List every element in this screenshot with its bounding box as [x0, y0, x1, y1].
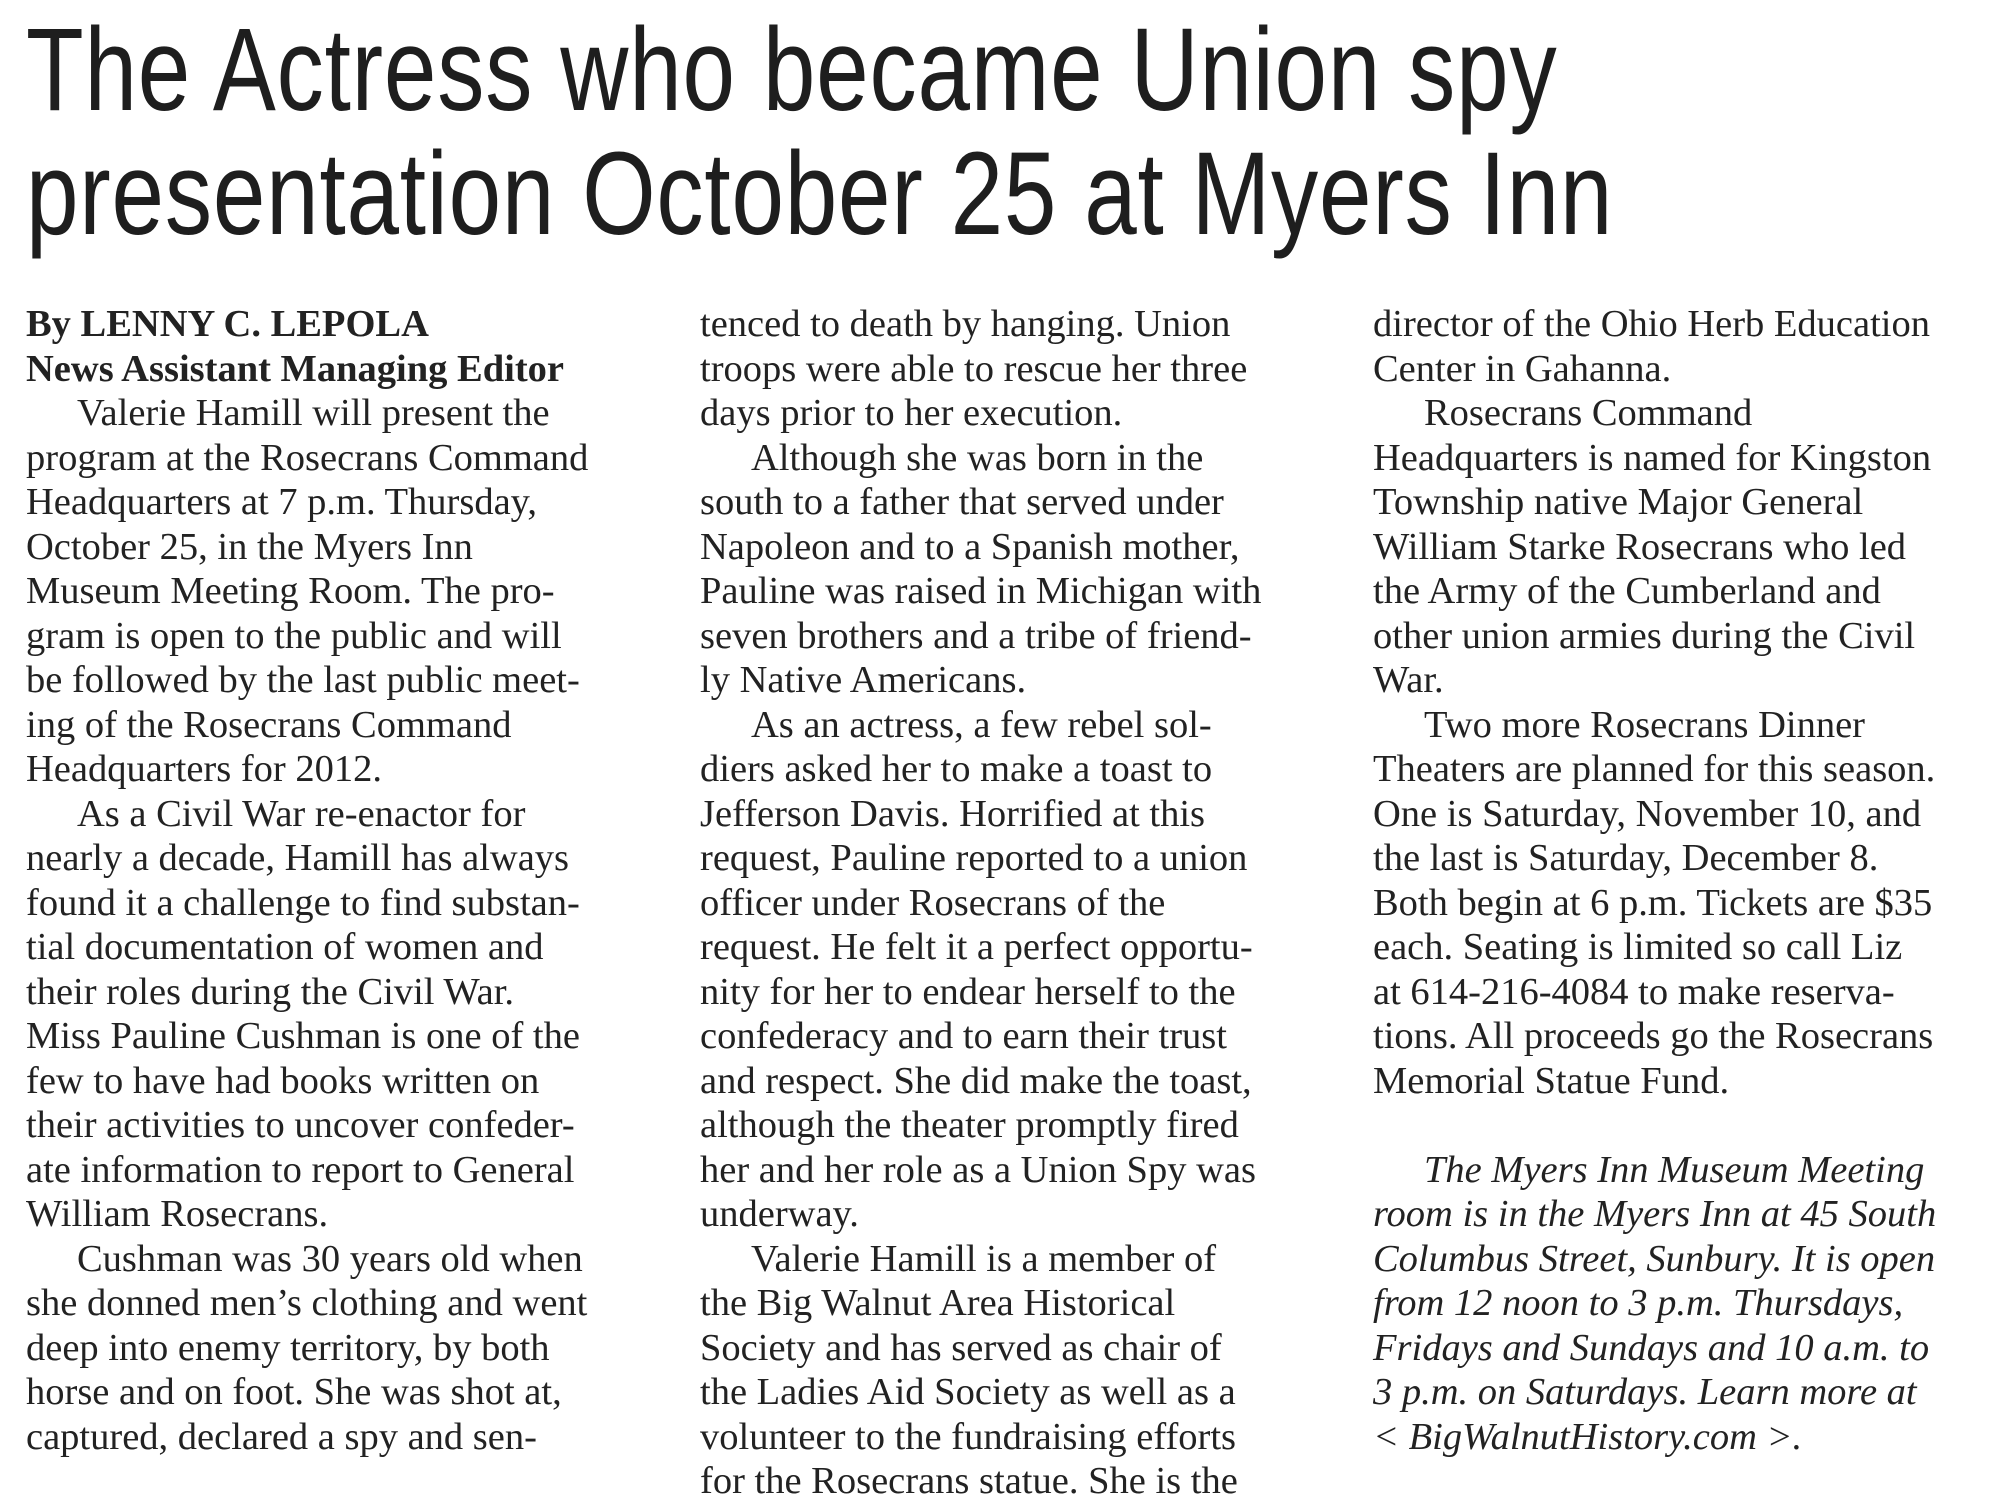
body-line: Headquarters is named for Kingston — [1373, 436, 1932, 479]
body-line: captured, declared a spy and sen- — [26, 1415, 537, 1458]
headline-line: The Actress who became Union spy — [26, 4, 1558, 136]
body-line: each. Seating is limited so call Liz — [1373, 926, 1903, 968]
note-line: < BigWalnutHistory.com >. — [1373, 1415, 1803, 1458]
body-line: ate information to report to General — [26, 1148, 575, 1191]
note-line: from 12 noon to 3 p.m. Thursdays, — [1373, 1282, 1904, 1324]
body-line: As an actress, a few rebel sol- — [751, 703, 1212, 746]
body-line: director of the Ohio Herb Education — [1373, 303, 1930, 345]
note-line: 3 p.m. on Saturdays. Learn more at — [1373, 1371, 1917, 1413]
body-line: nearly a decade, Hamill has always — [26, 837, 570, 879]
article-column-2 — [700, 302, 1330, 1504]
body-line: request, Pauline reported to a union — [700, 837, 1248, 879]
body-line: Napoleon and to a Spanish mother, — [700, 525, 1240, 568]
body-line: program at the Rosecrans Command — [26, 436, 589, 479]
body-line: Township native Major General — [1373, 481, 1864, 523]
body-line: Theaters are planned for this season. — [1373, 748, 1936, 790]
headline — [26, 4, 1614, 260]
body-line: Jefferson Davis. Horrified at this — [700, 792, 1206, 835]
body-line: William Starke Rosecrans who led — [1373, 525, 1907, 568]
body-line: horse and on foot. She was shot at, — [26, 1371, 562, 1413]
headline-line: presentation October 25 at Myers Inn — [26, 128, 1614, 260]
body-line: underway. — [700, 1193, 859, 1235]
body-line: Center in Gahanna. — [1373, 347, 1672, 390]
body-line: their activities to uncover confeder- — [26, 1104, 575, 1146]
body-line: few to have had books written on — [26, 1059, 540, 1102]
body-line: Headquarters at 7 p.m. Thursday, — [26, 481, 538, 523]
body-line: days prior to her execution. — [700, 392, 1123, 434]
body-line: her and her role as a Union Spy was — [700, 1148, 1256, 1191]
body-line: Valerie Hamill will present the — [77, 392, 550, 434]
body-line: the Army of the Cumberland and — [1373, 570, 1881, 612]
body-line: Rosecrans Command — [1424, 392, 1753, 434]
body-line: be followed by the last public meet- — [26, 659, 580, 701]
note-line: Columbus Street, Sunbury. It is open — [1373, 1237, 1936, 1280]
body-line: seven brothers and a tribe of friend- — [700, 614, 1252, 657]
body-line: nity for her to endear herself to the — [700, 970, 1236, 1013]
body-line: Pauline was raised in Michigan with — [700, 570, 1262, 612]
body-line: other union armies during the Civil — [1373, 614, 1916, 657]
body-line: tenced to death by hanging. Union — [700, 303, 1231, 345]
body-line: at 614-216-4084 to make reserva- — [1373, 970, 1895, 1013]
byline-title: News Assistant Managing Editor — [26, 347, 564, 390]
body-line: Valerie Hamill is a member of — [751, 1237, 1217, 1280]
body-line: ing of the Rosecrans Command — [26, 703, 512, 746]
body-line: deep into enemy territory, by both — [26, 1326, 550, 1369]
body-line: request. He felt it a perfect opportu- — [700, 926, 1253, 968]
body-line: Miss Pauline Cushman is one of the — [26, 1015, 580, 1057]
body-line: War. — [1373, 659, 1444, 701]
body-line: William Rosecrans. — [26, 1193, 329, 1235]
body-line: tial documentation of women and — [26, 926, 544, 968]
body-line: One is Saturday, November 10, and — [1373, 792, 1922, 835]
body-line: Two more Rosecrans Dinner — [1424, 703, 1866, 746]
body-line: the Big Walnut Area Historical — [700, 1282, 1176, 1324]
body-line: for the Rosecrans statue. She is the — [700, 1460, 1238, 1502]
paragraph-gap — [1373, 1103, 2003, 1148]
body-line: the last is Saturday, December 8. — [1373, 837, 1879, 879]
body-line: Although she was born in the — [751, 436, 1204, 479]
body-line: Both begin at 6 p.m. Tickets are $35 — [1373, 881, 1933, 924]
body-line: Memorial Statue Fund. — [1373, 1059, 1730, 1102]
article-column-1 — [26, 302, 656, 1459]
body-line: and respect. She did make the toast, — [700, 1059, 1252, 1102]
body-line: south to a father that served under — [700, 481, 1224, 523]
note-line: room is in the Myers Inn at 45 South — [1373, 1193, 1937, 1235]
body-line: the Ladies Aid Society as well as a — [700, 1371, 1236, 1413]
body-line: Society and has served as chair of — [700, 1326, 1222, 1369]
body-line: officer under Rosecrans of the — [700, 881, 1166, 924]
body-line: tions. All proceeds go the Rosecrans — [1373, 1015, 1934, 1057]
body-line: gram is open to the public and will — [26, 614, 562, 657]
body-line: Headquarters for 2012. — [26, 748, 382, 790]
byline: By LENNY C. LEPOLA — [26, 303, 429, 345]
body-line: troops were able to rescue her three — [700, 347, 1248, 390]
article-column-3 — [1373, 302, 2003, 1459]
body-line: October 25, in the Myers Inn — [26, 525, 473, 568]
note-line: The Myers Inn Museum Meeting — [1424, 1148, 1925, 1191]
body-line: their roles during the Civil War. — [26, 970, 515, 1013]
body-line: ly Native Americans. — [700, 659, 1027, 701]
body-line: As a Civil War re-enactor for — [77, 792, 526, 835]
body-line: although the theater promptly fired — [700, 1104, 1239, 1146]
body-line: found it a challenge to find substan- — [26, 881, 580, 924]
body-line: confederacy and to earn their trust — [700, 1015, 1227, 1057]
body-line: she donned men’s clothing and went — [26, 1282, 588, 1324]
body-line: diers asked her to make a toast to — [700, 748, 1213, 790]
body-line: volunteer to the fundraising efforts — [700, 1415, 1237, 1458]
body-line: Museum Meeting Room. The pro- — [26, 570, 555, 612]
note-line: Fridays and Sundays and 10 a.m. to — [1373, 1326, 1930, 1369]
body-line: Cushman was 30 years old when — [77, 1237, 583, 1280]
